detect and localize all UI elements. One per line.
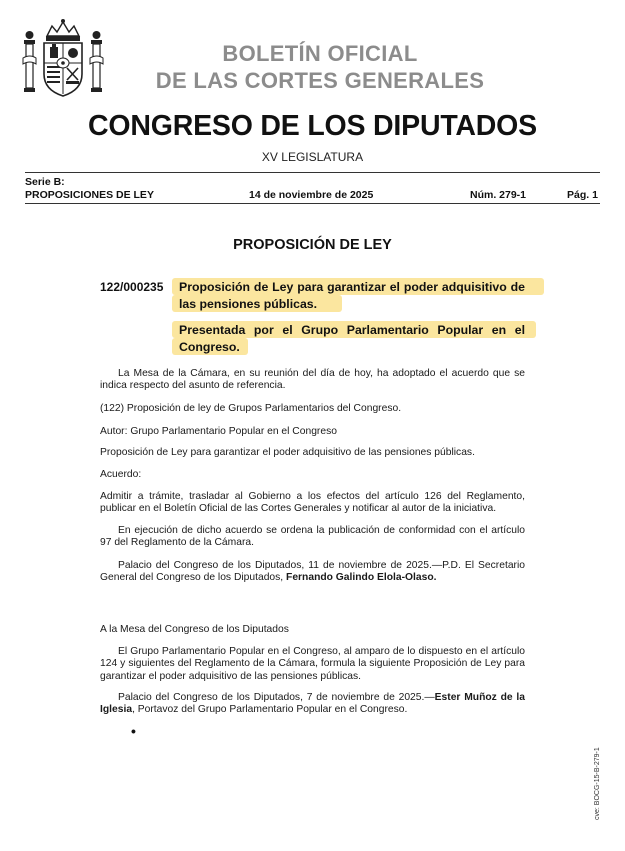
document-title: PROPOSICIÓN DE LEY — [233, 237, 392, 253]
page-number: Pág. 1 — [567, 189, 598, 201]
series-name: PROPOSICIONES DE LEY — [25, 189, 154, 201]
legislature-label: XV LEGISLATURA — [261, 150, 364, 164]
signatory-name: Ester Muñoz de la Iglesia — [100, 692, 525, 716]
signature-text: Palacio del Congreso de los Diputados, 7 de noviembre de 2025.— — [118, 692, 435, 703]
header-rule-top — [25, 172, 600, 173]
presented-by: Presentada por el Grupo Parlamentario Popular en el Congreso. — [179, 323, 525, 354]
publication-date: 14 de noviembre de 2025 — [249, 189, 374, 201]
issue-number: Núm. 279-1 — [470, 189, 527, 201]
paragraph: A la Mesa del Congreso de los Diputados — [100, 624, 289, 635]
signature-paragraph — [100, 692, 525, 717]
signatory-role: , Portavoz del Grupo Parlamentario Popular en el Congreso. — [132, 704, 408, 716]
signatory-name: Fernando Galindo Elola-Olaso. — [286, 572, 437, 584]
series-info — [25, 176, 154, 202]
paragraph: Autor: Grupo Parlamentario Popular en el Congreso — [100, 426, 337, 437]
paragraph: (122) Proposición de ley de Grupos Parlamentarios del Congreso. — [100, 403, 402, 414]
bulletin-title-line1: BOLETÍN OFICIAL — [222, 41, 418, 66]
paragraph: El Grupo Parlamentario Popular en el Congreso, al amparo de lo dispuesto en el artículo 124 y siguientes del Reglamento de la Cámara, formula la siguiente Proposición de Ley para garantizar el poder adquisitivo de las pensiones públicas. — [100, 646, 525, 682]
signature-paragraph — [100, 560, 525, 585]
paragraph: Proposición de Ley para garantizar el poder adquisitivo de las pensiones públicas. — [100, 447, 475, 458]
signature-text: Palacio del Congreso de los Diputados, 11 de noviembre de 2025.—P.D. El Secretario General del Congreso de los Diputados, — [100, 560, 525, 584]
paragraph: Acuerdo: — [100, 469, 142, 480]
bulletin-title-line2: DE LAS CORTES GENERALES — [155, 68, 485, 93]
paragraph: La Mesa de la Cámara, en su reunión del día de hoy, ha adoptado el acuerdo que se indica respecto del asunto de referencia. — [100, 368, 525, 392]
paragraph: En ejecución de dicho acuerdo se ordena la publicación de conformidad con el artículo 97 del Reglamento de la Cámara. — [100, 525, 525, 549]
series-label: Serie B: — [25, 176, 65, 188]
bulletin-title — [110, 40, 530, 94]
bullet-mark: • — [131, 723, 136, 739]
chamber-title: CONGRESO DE LOS DIPUTADOS — [88, 110, 537, 142]
document-code: cve: BOCG-15-B-279-1 — [594, 747, 601, 820]
file-number: 122/000235 — [100, 280, 164, 294]
coat-of-arms-icon — [22, 18, 104, 100]
header-rule-bottom — [25, 203, 600, 204]
paragraph: Admitir a trámite, trasladar al Gobierno a los efectos del artículo 126 del Reglamento, publicar en el Boletín Oficial de las Cortes Generales y notificar al autor de la iniciativa. — [100, 491, 525, 515]
proposal-subject: Proposición de Ley para garantizar el poder adquisitivo de las pensiones públicas. — [179, 280, 525, 311]
